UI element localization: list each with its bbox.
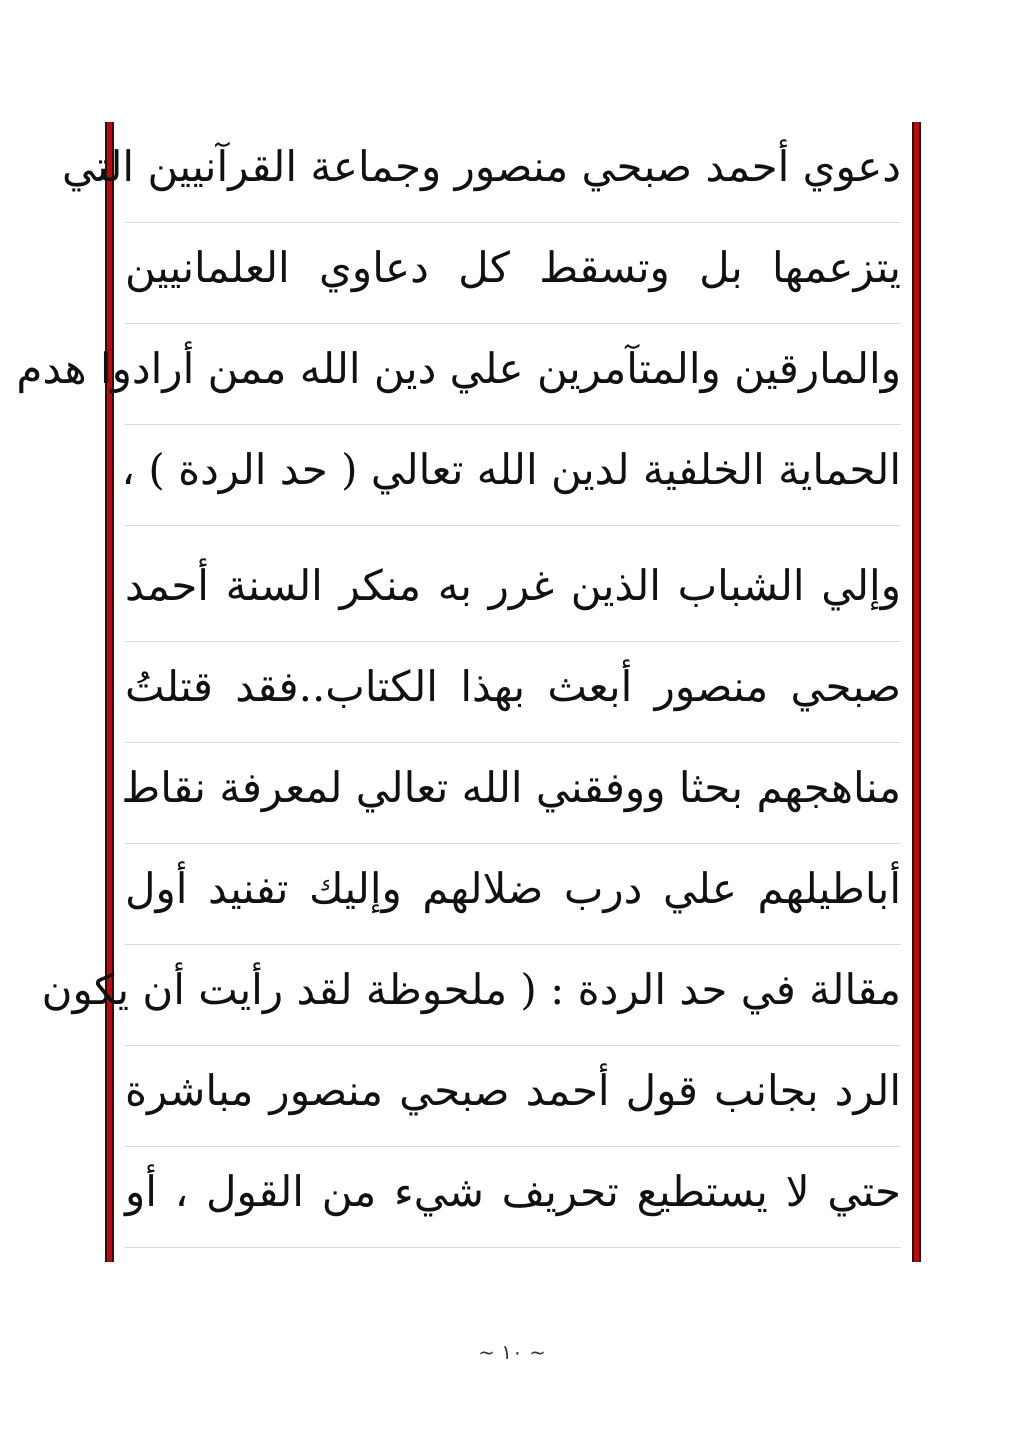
- text-line-7: مناهجهم بحثا ووفقني الله تعالي لمعرفة نقاط: [125, 743, 901, 844]
- text-line-3: والمارقين والمتآمرين علي دين الله ممن أرادوا هدم: [125, 324, 901, 425]
- text-line-1: دعوي أحمد صبحي منصور وجماعة القرآنيين التي: [125, 122, 901, 223]
- text-line-6: صبحي منصور أبعث بهذا الكتاب..فقد قتلتُ: [125, 642, 901, 743]
- text-line-4: الحماية الخلفية لدين الله تعالي ( حد الردة ) ،: [125, 425, 901, 526]
- page-number: ~ ١٠ ~: [478, 1340, 546, 1364]
- text-body: [16, 122, 901, 1262]
- text-line-8: أباطيلهم علي درب ضلالهم وإليك تفنيد أول: [125, 844, 901, 945]
- text-line-9: مقالة في حد الردة : ( ملحوظة لقد رأيت أن يكون: [125, 945, 901, 1046]
- text-line-2: يتزعمها بل وتسقط كل دعاوي العلمانيين: [125, 223, 901, 324]
- page-frame: [16, 122, 921, 1262]
- text-line-10: الرد بجانب قول أحمد صبحي منصور مباشرة: [125, 1046, 901, 1147]
- text-line-11: حتي لا يستطيع تحريف شيء من القول ، أو: [125, 1147, 901, 1248]
- text-line-5: وإلي الشباب الذين غرر به منكر السنة أحمد: [125, 541, 901, 642]
- right-border-rule: [912, 122, 921, 1262]
- left-border-rule: [105, 122, 114, 1262]
